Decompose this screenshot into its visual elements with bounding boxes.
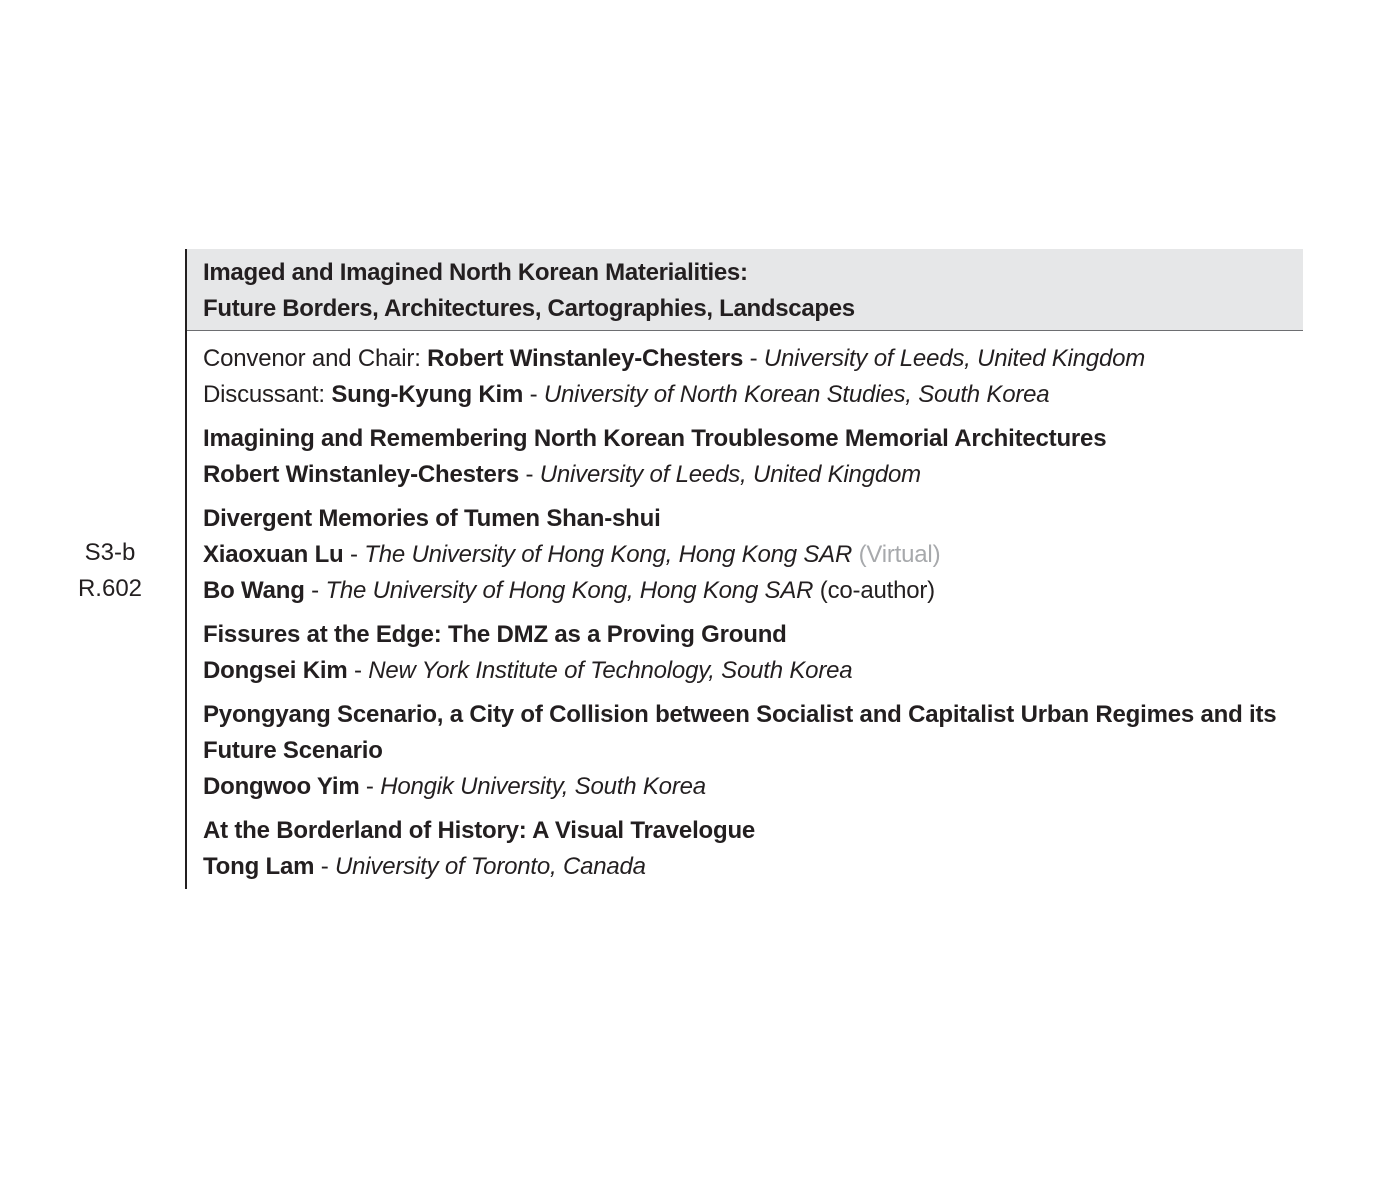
paper-item: [203, 617, 1298, 689]
author-name: Dongsei Kim: [203, 657, 348, 684]
roles-block: [203, 341, 1298, 413]
paper-author: [203, 457, 1298, 493]
convenor-affiliation: University of Leeds, United Kingdom: [763, 345, 1146, 372]
author-note-virtual: (Virtual): [858, 541, 941, 568]
paper-author: [203, 537, 1298, 573]
paper-item: [203, 813, 1298, 885]
separator: -: [347, 657, 369, 684]
paper-title: Imagining and Remembering North Korean Troublesome Memorial Architectures: [203, 425, 1107, 452]
author-affiliation: New York Institute of Technology, South Korea: [368, 657, 853, 684]
paper-title: Pyongyang Scenario, a City of Collision between Socialist and Capitalist Urban Regimes and its Future Scenario: [203, 701, 1277, 764]
separator: -: [523, 381, 544, 408]
paper-title: At the Borderland of History: A Visual Travelogue: [203, 817, 756, 844]
paper-author: [203, 769, 1298, 805]
author-name: Bo Wang: [203, 577, 305, 604]
author-affiliation: The University of Hong Kong, Hong Kong SAR: [364, 541, 853, 568]
paper-item: [203, 697, 1298, 805]
author-affiliation: University of Toronto, Canada: [335, 853, 646, 880]
convenor-name: Robert Winstanley-Chesters: [427, 345, 744, 372]
paper-author: [203, 573, 1298, 609]
convenor-label: Convenor and Chair:: [203, 345, 421, 372]
discussant-affiliation: University of North Korean Studies, South Korea: [543, 381, 1050, 408]
separator: -: [343, 541, 365, 568]
session-title-line-2: Future Borders, Architectures, Cartographies, Landscapes: [203, 295, 855, 322]
author-note-coauthor: (co-author): [819, 577, 935, 604]
session-code: S3-b: [84, 539, 136, 566]
discussant-label: Discussant:: [203, 381, 325, 408]
separator: -: [519, 461, 540, 488]
separator: -: [359, 773, 381, 800]
session-title-banner: [187, 249, 1303, 331]
session-room: R.602: [77, 575, 143, 602]
separator: -: [314, 853, 336, 880]
separator: -: [304, 577, 326, 604]
paper-author: [203, 849, 1298, 885]
paper-author: [203, 653, 1298, 689]
session-title-line-1: Imaged and Imagined North Korean Materialities:: [203, 259, 748, 286]
paper-item: [203, 421, 1298, 493]
separator: -: [743, 345, 764, 372]
convenor-line: [203, 341, 1298, 377]
author-name: Tong Lam: [203, 853, 315, 880]
author-affiliation: University of Leeds, United Kingdom: [539, 461, 921, 488]
author-name: Robert Winstanley-Chesters: [203, 461, 519, 488]
discussant-line: [203, 377, 1298, 413]
vertical-divider: [185, 249, 187, 889]
paper-title: Divergent Memories of Tumen Shan-shui: [203, 505, 661, 532]
session-info: [60, 535, 160, 607]
author-name: Dongwoo Yim: [203, 773, 360, 800]
author-affiliation: Hongik University, South Korea: [380, 773, 706, 800]
discussant-name: Sung-Kyung Kim: [331, 381, 524, 408]
author-name: Xiaoxuan Lu: [203, 541, 344, 568]
paper-item: [203, 501, 1298, 609]
author-affiliation: The University of Hong Kong, Hong Kong SAR: [325, 577, 814, 604]
paper-title: Fissures at the Edge: The DMZ as a Proving Ground: [203, 621, 787, 648]
session-content: [203, 341, 1298, 893]
